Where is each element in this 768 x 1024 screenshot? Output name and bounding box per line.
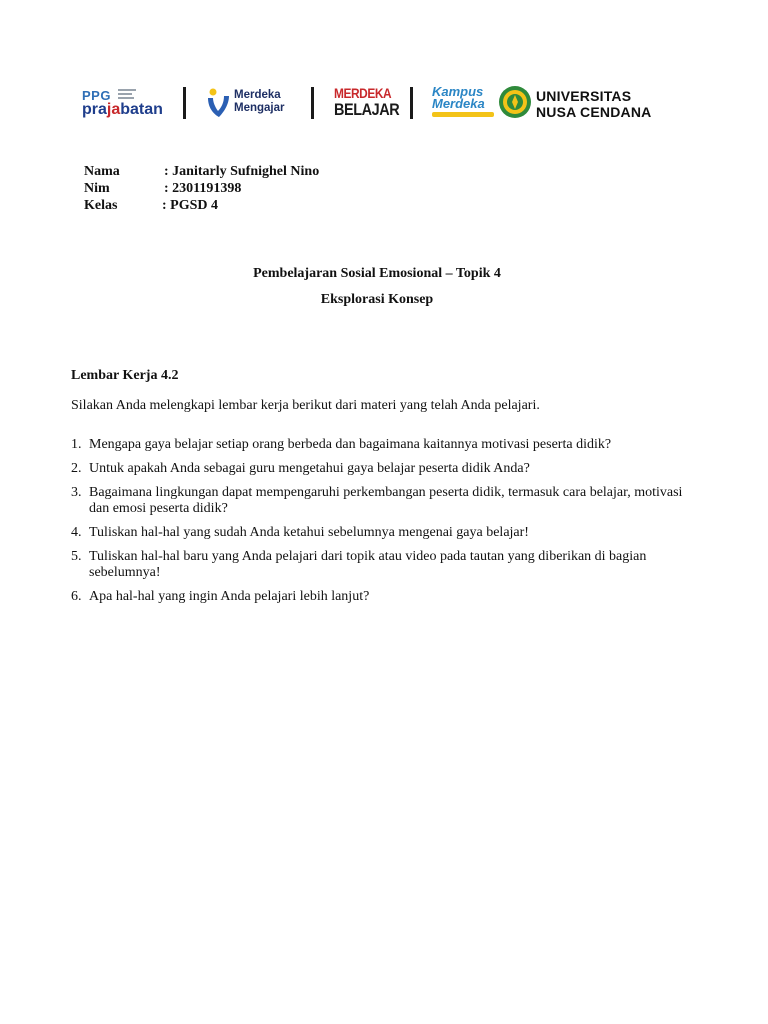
document-title: Pembelajaran Sosial Emosional – Topik 4 — [253, 266, 501, 281]
undana-seal-icon — [498, 84, 532, 120]
ppg-prajabatan-logo — [82, 82, 182, 124]
logo-divider — [183, 87, 186, 119]
logo-divider — [410, 87, 413, 119]
logo-header — [80, 82, 660, 124]
student-identity — [84, 163, 319, 214]
identity-label: Nama — [84, 164, 120, 179]
kampus-merdeka-line1: Kampus — [432, 84, 484, 99]
merdeka-mengajar-logo — [205, 82, 305, 124]
identity-value: : PGSD 4 — [162, 198, 218, 213]
question-number: 6. — [71, 589, 82, 604]
question-text: Tuliskan hal-hal baru yang Anda pelajari dari topik atau video pada tautan yang diberikan di bagian sebelumnya! — [89, 549, 647, 580]
university-name: UNIVERSITAS NUSA CENDANA — [536, 88, 652, 120]
question-list — [71, 437, 701, 613]
question-text: Mengapa gaya belajar setiap orang berbeda dan bagaimana kaitannya motivasi peserta didik? — [89, 437, 612, 452]
identity-label: Nim — [84, 181, 110, 196]
identity-row-nim — [84, 180, 319, 197]
question-item — [71, 485, 701, 517]
universitas-nusa-cendana-logo — [498, 82, 668, 124]
identity-row-name — [84, 163, 319, 180]
question-number: 1. — [71, 437, 82, 452]
question-item — [71, 461, 701, 477]
kampus-merdeka-underline — [432, 112, 494, 117]
kampus-merdeka-line2: Merdeka — [432, 96, 485, 111]
question-text: Tuliskan hal-hal yang sudah Anda ketahui sebelumnya mengenai gaya belajar! — [89, 525, 529, 540]
identity-label: Kelas — [84, 198, 118, 213]
identity-value: : 2301191398 — [164, 181, 242, 196]
question-number: 5. — [71, 549, 82, 564]
question-item — [71, 589, 701, 605]
merdeka-belajar-logo — [334, 82, 400, 124]
question-number: 3. — [71, 485, 82, 500]
ppg-logo-bottom-text: prajabatan — [82, 101, 163, 118]
question-number: 2. — [71, 461, 82, 476]
question-item — [71, 437, 701, 453]
kampus-merdeka-logo — [432, 82, 498, 124]
merdeka-mengajar-text: Merdeka Mengajar — [234, 89, 285, 114]
document-subtitle: Eksplorasi Konsep — [320, 292, 434, 307]
question-item — [71, 549, 701, 581]
merdeka-mengajar-icon — [205, 87, 231, 119]
merdeka-belajar-line1: MERDEKA — [334, 85, 392, 101]
worksheet-heading: Lembar Kerja 4.2 — [71, 368, 179, 383]
question-item — [71, 525, 701, 541]
question-number: 4. — [71, 525, 82, 540]
question-text: Bagaimana lingkungan dapat mempengaruhi perkembangan peserta didik, termasuk cara belajar, motivasi dan emosi peserta didik? — [89, 485, 683, 516]
ppg-logo-top-text: PPG — [82, 88, 111, 103]
identity-row-class — [84, 197, 319, 214]
merdeka-belajar-line2: BELAJAR — [334, 100, 400, 119]
identity-value: : Janitarly Sufnighel Nino — [164, 164, 320, 179]
logo-divider — [311, 87, 314, 119]
worksheet-intro: Silakan Anda melengkapi lembar kerja berikut dari materi yang telah Anda pelajari. — [71, 398, 540, 413]
question-text: Untuk apakah Anda sebagai guru mengetahui gaya belajar peserta didik Anda? — [89, 461, 530, 476]
question-text: Apa hal-hal yang ingin Anda pelajari lebih lanjut? — [89, 589, 370, 604]
